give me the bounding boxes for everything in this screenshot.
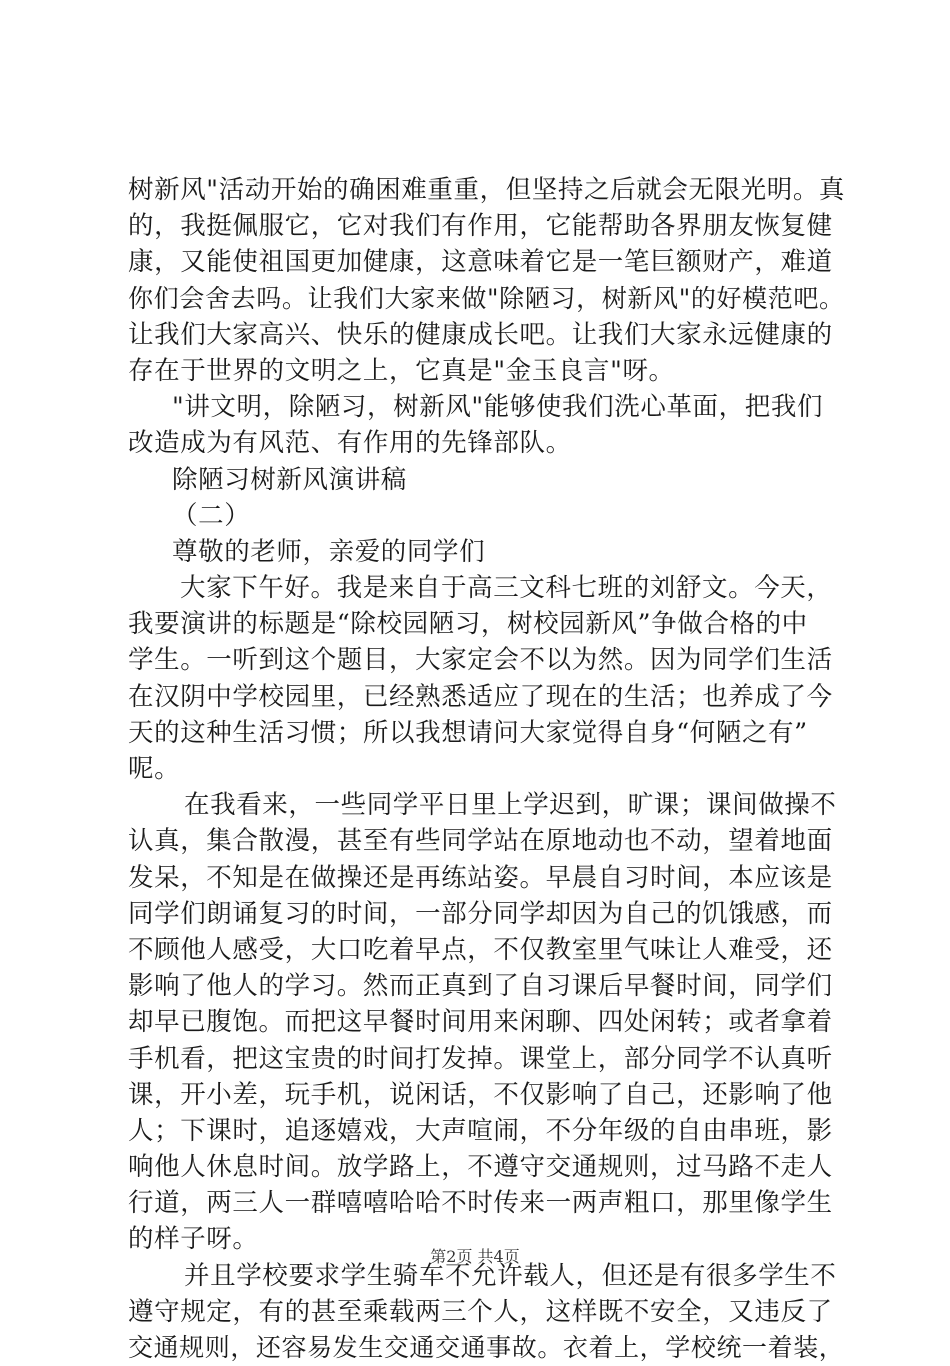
text-line: 课，开小差，玩手机，说闲话，不仅影响了自己，还影响了他 <box>128 1079 833 1110</box>
text-line: 存在于世界的文明之上，它真是"金玉良言"呀。 <box>128 355 675 386</box>
text-line: 你们会舍去吗。让我们大家来做"除陋习，树新风"的好模范吧。 <box>128 283 845 313</box>
section-number: （二） <box>172 500 251 531</box>
text-line: 让我们大家高兴、快乐的健康成长吧。让我们大家永远健康的 <box>128 319 833 350</box>
page-number-footer: 第2页 共4页 <box>430 1247 520 1266</box>
text-line: 却早已腹饱。而把这早餐时间用来闲聊、四处闲转；或者拿着 <box>128 1007 833 1038</box>
text-line: 遵守规定，有的甚至乘载两三个人，这样既不安全，又违反了 <box>128 1296 833 1327</box>
text-line: 的，我挺佩服它，它对我们有作用，它能帮助各界朋友恢复健 <box>128 211 833 242</box>
text-line: 树新风"活动开始的确困难重重，但坚持之后就会无限光明。真 <box>128 175 846 205</box>
text-line: 发呆，不知是在做操还是再练站姿。早晨自习时间，本应该是 <box>128 862 833 893</box>
text-line: 呢。 <box>128 754 181 784</box>
text-line: 行道，两三人一群嘻嘻哈哈不时传来一两声粗口，那里像学生 <box>128 1188 833 1219</box>
text-line: 康，又能使祖国更加健康，这意味着它是一笔巨额财产，难道 <box>128 247 833 278</box>
text-line: 人；下课时，追逐嬉戏，大声喧闹，不分年级的自由串班，影 <box>128 1115 833 1146</box>
text-line: 影响了他人的学习。然而正真到了自习课后早餐时间，同学们 <box>128 971 833 1002</box>
section-title: 除陋习树新风演讲稿 <box>172 464 407 495</box>
document-body <box>128 172 848 1366</box>
text-line: 认真，集合散漫，甚至有些同学站在原地动也不动，望着地面 <box>128 826 833 857</box>
text-line: 不顾他人感受，大口吃着早点，不仅教室里气味让人难受，还 <box>128 934 833 965</box>
text-line: 的样子呀。 <box>128 1224 259 1255</box>
text-line: 改造成为有风范、有作用的先锋部队。 <box>128 428 572 459</box>
text-line: 同学们朗诵复习的时间，一部分同学却因为自己的饥饿感，而 <box>128 898 833 929</box>
text-line: 响他人休息时间。放学路上，不遵守交通规则，过马路不走人 <box>128 1152 833 1183</box>
paragraph-first-line: "讲文明，除陋习，树新风"能够使我们洗心革面，把我们 <box>172 392 824 423</box>
text-line: 在汉阴中学校园里，已经熟悉适应了现在的生活；也养成了今 <box>128 681 833 712</box>
text-line: 我要演讲的标题是“除校园陋习，树校园新风”争做合格的中 <box>128 609 808 640</box>
paragraph-first-line: 在我看来，一些同学平日里上学迟到，旷课；课间做操不 <box>184 790 837 821</box>
text-line: 天的这种生活习惯；所以我想请问大家觉得自身“何陋之有” <box>128 717 808 748</box>
text-line: 学生。一听到这个题目，大家定会不以为然。因为同学们生活 <box>128 645 833 676</box>
paragraph-first-line: 并且学校要求学生骑车不允许载人，但还是有很多学生不 <box>184 1260 837 1291</box>
salutation: 尊敬的老师，亲爱的同学们 <box>172 536 486 567</box>
paragraph-first-line: 大家下午好。我是来自于高三文科七班的刘舒文。今天， <box>180 573 833 604</box>
text-line: 手机看，把这宝贵的时间打发掉。课堂上，部分同学不认真听 <box>128 1043 833 1074</box>
text-line: 交通规则，还容易发生交通交通事故。衣着上，学校统一着装， <box>128 1333 845 1362</box>
